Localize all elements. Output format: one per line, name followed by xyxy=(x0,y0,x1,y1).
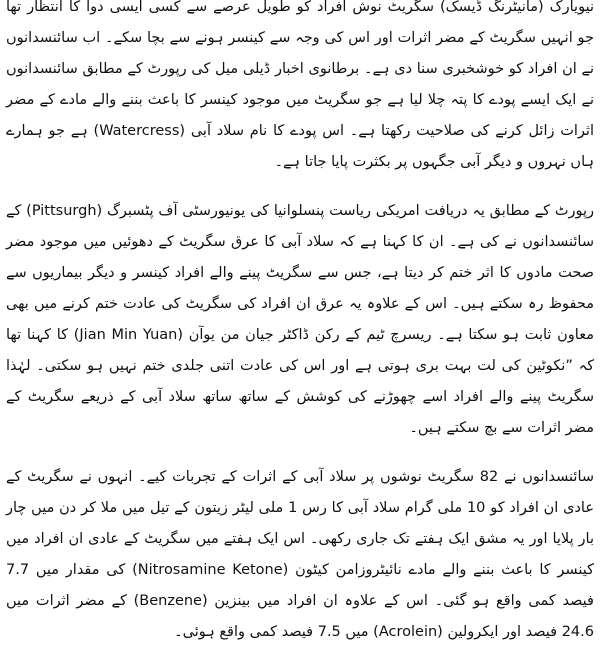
article-body xyxy=(6,0,595,640)
article-paragraph-2: رپورٹ کے مطابق یہ دریافت امریکی ریاست پنسلوانیا کی یونیورسٹی آف پٹسبرگ (Pittsurgh) کے سائنسدانوں نے کی ہے۔ ان کا کہنا ہے کہ سلاد آبی کا عرق سگریٹ کے دھوئیں میں موجود مضر صحت مادوں کا اثر ختم کر دیتا ہے، جس سے سگریٹ پینے والے افراد کینسر و دیگر بیماریوں سے محفوظ رہ سکتے ہیں۔ اس کے علاوہ یہ عرق ان افراد کی سگریٹ کی عادت ختم کرنے میں بھی معاون ثابت ہو سکتا ہے۔ ریسرچ ٹیم کے رکن ڈاکٹر جیان من یوآن (Jian Min Yuan) کا کہنا تھا کہ ”نکوٹین کی لت بہت بری ہوتی ہے اور اس کی عادت اتنی جلدی ختم نہیں ہو سکتی۔ لہٰذا سگریٹ پینے والے افراد اسے چھوڑنے کی کوشش کے ساتھ ساتھ سلاد آبی کے ذریعے سگریٹ کے مضر اثرات سے بچ سکتے ہیں۔ xyxy=(6,203,594,436)
article-paragraph-1: نیویارک (مانیٹرنگ ڈیسک) سگریٹ نوش افراد کو طویل عرصے سے کسی ایسی دوا کا انتظار تھا جو انہیں سگریٹ کے مضر اثرات اور اس کی وجہ سے کینسر ہونے سے بچا سکے۔ اب سائنسدانوں نے ان افراد کو خوشخبری سنا دی ہے۔ برطانوی اخبار ڈیلی میل کی رپورٹ کے مطابق سائنسدانوں نے ایک ایسے پودے کا پتہ چلا لیا ہے جو سگریٹ میں موجود کینسر کا باعث بننے والے مادے کے مضر اثرات زائل کرنے کی صلاحیت رکھتا ہے۔ اس پودے کا نام سلاد آبی (Watercress) ہے جو ہمارے ہاں نہروں و دیگر آبی جگہوں پر بکثرت پایا جاتا ہے۔ xyxy=(6,0,594,170)
article-paragraph-3: سائنسدانوں نے 82 سگریٹ نوشوں پر سلاد آبی کے اثرات کے تجربات کیے۔ انہوں نے سگریٹ کے عادی ان افراد کو 10 ملی گرام سلاد آبی کا رس 1 ملی لیٹر زیتون کے تیل میں ملا کر دن میں چار بار پلایا اور یہ مشق ایک ہفتے تک جاری رکھی۔ اس ایک ہفتے میں سگریٹ کے عادی ان افراد میں کینسر کا باعث بننے والے مادے نائیٹروزامن کیٹون (Nitrosamine Ketone) کی مقدار میں 7.7 فیصد کمی واقع ہو گئی۔ اس کے علاوہ ان افراد میں بینزین (Benzene) کے مضر اثرات میں 24.6 فیصد اور ایکرولین (Acrolein) میں 7.5 فیصد کمی واقع ہوئی۔ xyxy=(6,469,595,640)
